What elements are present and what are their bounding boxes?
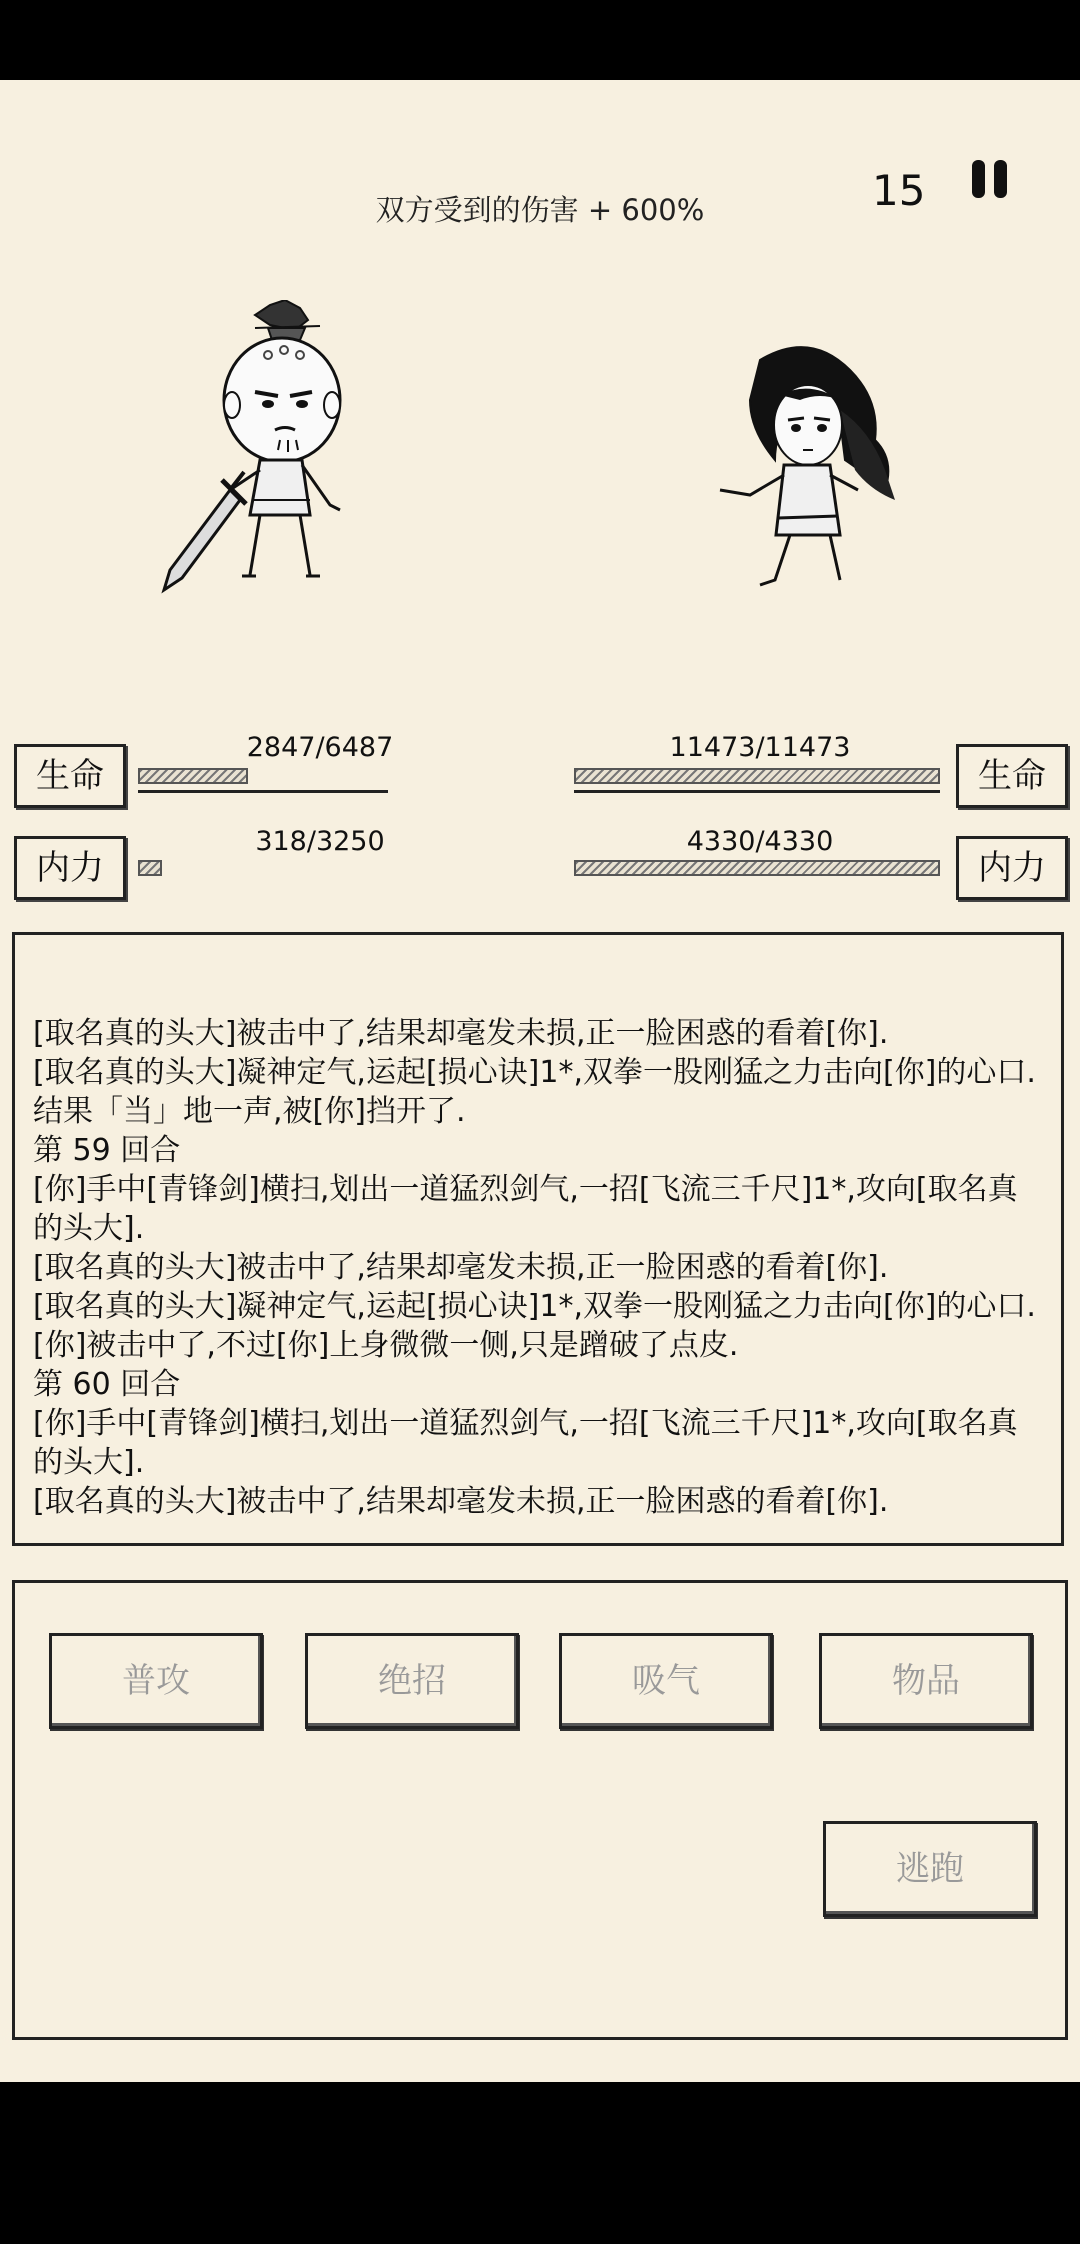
player-character <box>680 340 910 600</box>
enemy-hp-label: 生命 <box>956 744 1068 808</box>
battle-log[interactable] <box>12 932 1064 1546</box>
breathe-button[interactable]: 吸气 <box>559 1633 773 1729</box>
enemy-character <box>160 300 400 610</box>
log-line: [你]手中[青锋剑]横扫,划出一道猛烈剑气,一招[飞流三千尺]1*,攻向[取名真的头大]. <box>33 1406 1018 1480</box>
ultimate-button[interactable]: 绝招 <box>305 1633 519 1729</box>
pause-icon <box>972 160 985 198</box>
enemy-hp-bar <box>574 768 940 786</box>
damage-modifier-text: 双方受到的伤害 + 600% <box>375 193 705 227</box>
log-line: [你]被击中了,不过[你]上身微微一侧,只是蹭破了点皮. <box>33 1328 739 1363</box>
enemy-mp-bar <box>574 860 940 878</box>
enemy-mp-value: 4330/4330 <box>686 826 834 857</box>
attack-button[interactable]: 普攻 <box>49 1633 263 1729</box>
log-line: [取名真的头大]被击中了,结果却毫发未损,正一脸困惑的看着[你]. <box>33 1250 889 1285</box>
log-line: 结果「当」地一声,被[你]挡开了. <box>33 1094 466 1129</box>
flee-button[interactable]: 逃跑 <box>823 1821 1037 1917</box>
log-line: [取名真的头大]被击中了,结果却毫发未损,正一脸困惑的看着[你]. <box>33 1484 889 1519</box>
round-counter: 15 <box>872 166 926 215</box>
pause-button[interactable] <box>968 152 1012 206</box>
player-hp-value: 2847/6487 <box>246 732 394 763</box>
player-hp-label: 生命 <box>14 744 126 808</box>
log-line: [你]手中[青锋剑]横扫,划出一道猛烈剑气,一招[飞流三千尺]1*,攻向[取名真的头大]. <box>33 1172 1018 1246</box>
player-mp-label: 内力 <box>14 836 126 900</box>
player-mp-bar <box>138 860 388 878</box>
log-line: [取名真的头大]凝神定气,运起[损心诀]1*,双拳一股刚猛之力击向[你]的心口. <box>33 1055 1036 1090</box>
player-hp-bar <box>138 768 388 786</box>
log-line: [取名真的头大]凝神定气,运起[损心诀]1*,双拳一股刚猛之力击向[你]的心口. <box>33 1289 1036 1324</box>
log-line: 第 59 回合 <box>33 1133 181 1168</box>
navigation-bar <box>0 2082 1080 2244</box>
log-line: [取名真的头大]被击中了,结果却毫发未损,正一脸困惑的看着[你]. <box>33 1016 889 1051</box>
battle-screen <box>0 80 1080 2082</box>
status-bar <box>0 0 1080 80</box>
enemy-hp-value: 11473/11473 <box>669 732 851 763</box>
log-line: 第 60 回合 <box>33 1367 181 1402</box>
player-mp-value: 318/3250 <box>255 826 385 857</box>
items-button[interactable]: 物品 <box>819 1633 1033 1729</box>
enemy-mp-label: 内力 <box>956 836 1068 900</box>
action-panel <box>12 1580 1068 2040</box>
